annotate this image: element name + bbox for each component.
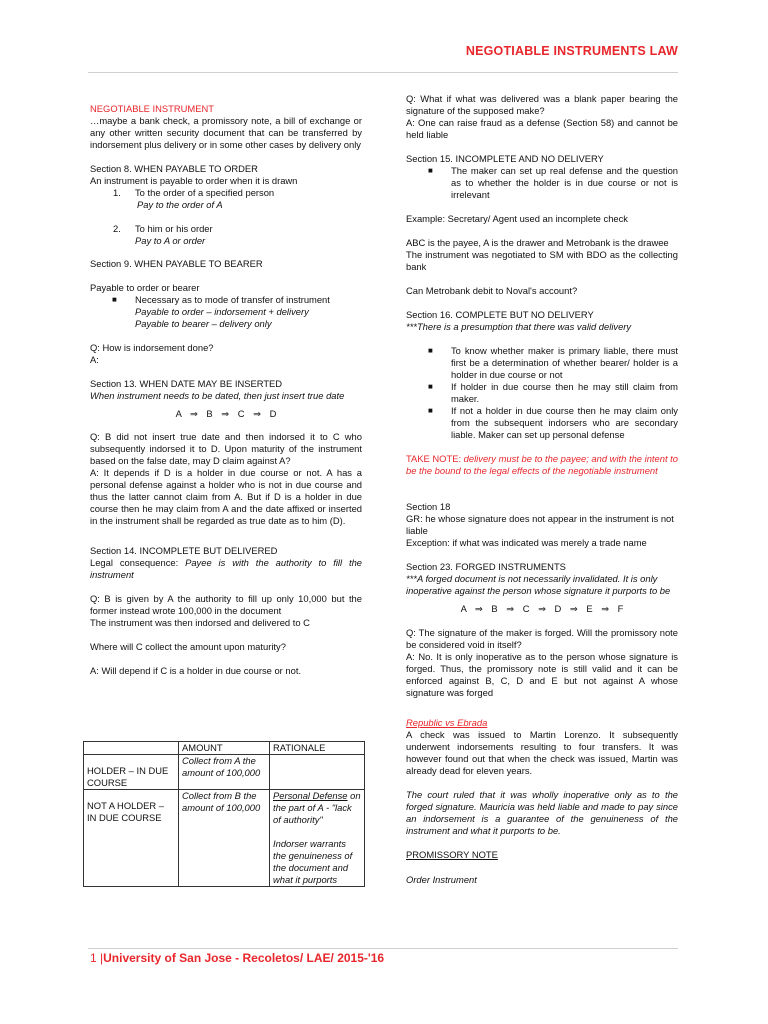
section-16-title: Section 16. COMPLETE BUT NO DELIVERY: [406, 309, 594, 320]
section-18-exception: Exception: if what was indicated was merely a trade name: [406, 537, 647, 548]
section-14-question-2: The instrument was then indorsed and delivered to C: [90, 617, 310, 628]
section-8-text: An instrument is payable to order when it is drawn: [90, 175, 298, 186]
rationale-text: on the part of A - "lack of authority": [273, 790, 361, 825]
take-note-label: TAKE NOTE:: [406, 453, 464, 464]
section-23-text: ***A forged document is not necessarily invalidated. It is only inoperative against the person whose signature it purports to be: [406, 573, 671, 596]
holder-table: [83, 741, 365, 887]
question-blank-paper: Q: What if what was delivered was a blank paper bearing the signature of the supposed make?: [406, 93, 678, 116]
answer-blank-paper: A: One can raise fraud as a defense (Section 58) and cannot be held liable: [406, 117, 678, 140]
section-15-title: Section 15. INCOMPLETE AND NO DELIVERY: [406, 153, 604, 164]
section-13-question: Q: B did not insert true date and then indorsed it to C who subsequently indorsed it to D. Upon maturity of the instrument based on the false date, may D claim against A?: [90, 431, 362, 466]
item-number: 2.: [113, 223, 121, 234]
legal-text: Payee is with the authority to fill the instrument: [90, 557, 363, 580]
bullet-text: If not a holder in due course then he may claim only from the subsequent indorsers who are secondary liable. Maker can set up personal defense: [451, 405, 678, 440]
section-15-bullet: [406, 165, 678, 201]
section-16-bullet-3: [406, 405, 678, 441]
section-23-answer: A: No. It is only inoperative as to the person whose signature is forged. Thus, the promissory note is still valid and it can be enforced against B, C, D and E but not against A whose signature was forged: [406, 651, 678, 698]
section-14-question-3: Where will C collect the amount upon maturity?: [90, 641, 286, 652]
section-9-sub-2: Payable to bearer – delivery only: [135, 318, 272, 329]
section-9-sub-1: Payable to order – indorsement + delivery: [135, 306, 309, 317]
order-instrument: Order Instrument: [406, 874, 477, 885]
table-row: [84, 790, 365, 887]
promissory-note-title: PROMISSORY NOTE: [406, 849, 498, 860]
case-ruling: The court ruled that it was wholly inoperative only as to the forged signature. Mauricia was held liable and made to pay since an indorsement is a guarantee of the genuineness of the instrument and what it purports to be.: [406, 789, 678, 836]
header-divider: [88, 72, 678, 73]
page-number: 1 |: [90, 951, 104, 965]
right-column: [406, 93, 678, 886]
section-14-question: Q: B is given by A the authority to fill up only 10,000 but the former instead wrote 100,000 in the document: [90, 593, 362, 616]
table-header-cell: RATIONALE: [270, 742, 365, 755]
section-13-text: When instrument needs to be dated, then just insert true date: [90, 390, 345, 401]
row-amount: Collect from A the amount of 100,000: [179, 755, 270, 790]
bullet-icon: ■: [428, 166, 433, 175]
abc-text: ABC is the payee, A is the drawer and Metrobank is the drawee: [406, 237, 669, 248]
bullet-icon: ■: [428, 382, 433, 391]
case-title: Republic vs Ebrada: [406, 717, 488, 728]
footer-divider: [88, 948, 678, 949]
question-indorsement: Q: How is indorsement done?: [90, 342, 214, 353]
section-9-title: Section 9. WHEN PAYABLE TO BEARER: [90, 258, 263, 269]
section-8-item-1: [90, 187, 362, 199]
section-14-title: Section 14. INCOMPLETE BUT DELIVERED: [90, 545, 278, 556]
section-23-chain: A ⇒ B ⇒ C ⇒ D ⇒ E ⇒ F: [460, 603, 624, 614]
item-text: To the order of a specified person: [135, 187, 275, 198]
section-18-gr: GR: he whose signature does not appear in the instrument is not liable: [406, 513, 674, 536]
document-header-title: NEGOTIABLE INSTRUMENTS LAW: [465, 44, 678, 58]
table-row: [84, 755, 365, 790]
section-8-item-2-example: Pay to A or order: [135, 235, 206, 246]
row-label: HOLDER – IN DUE COURSE: [84, 755, 179, 790]
bullet-icon: ■: [428, 406, 433, 415]
table-header-cell: [84, 742, 179, 755]
section-18-title: Section 18: [406, 501, 451, 512]
bullet-text: To know whether maker is primary liable, there must first be a determination of whether bearer/ holder is a holder in due course or not: [451, 345, 678, 380]
table-header-row: [84, 742, 365, 755]
section-16-presumption: ***There is a presumption that there was valid delivery: [406, 321, 632, 332]
bullet-icon: ■: [428, 346, 433, 355]
bullet-text: If holder in due course then he may still claim from maker.: [451, 381, 678, 404]
can-debit-question: Can Metrobank debit to Noval's account?: [406, 285, 578, 296]
section-13-chain: A ⇒ B ⇒ C ⇒ D: [175, 408, 277, 419]
left-column: [90, 103, 362, 677]
legal-label: Legal consequence:: [90, 557, 186, 568]
row-rationale: [270, 755, 365, 790]
section-8-item-1-example: Pay to the order of A: [137, 199, 223, 210]
answer-indorsement: A:: [90, 354, 99, 365]
footer-text: University of San Jose - Recoletos/ LAE/ 2015-'16: [103, 951, 385, 965]
negotiated-text: The instrument was negotiated to SM with BDO as the collecting bank: [406, 249, 678, 272]
section-8-item-2: [90, 223, 362, 235]
case-text: A check was issued to Martin Lorenzo. It subsequently underwent indorsements resulting to four transfers. It was however found out that when the check was issued, Martin was already dead for eleven years.: [406, 729, 678, 776]
section-23-title: Section 23. FORGED INSTRUMENTS: [406, 561, 566, 572]
section-16-bullet-1: [406, 345, 678, 381]
section-9-bullet: [90, 294, 362, 306]
example-text: Example: Secretary/ Agent used an incomplete check: [406, 213, 628, 224]
section-9-text: Payable to order or bearer: [90, 282, 200, 293]
bullet-text: Necessary as to mode of transfer of instrument: [135, 294, 330, 305]
section-16-bullet-2: [406, 381, 678, 405]
section-14-answer: A: Will depend if C is a holder in due course or not.: [90, 665, 302, 676]
row-rationale: [270, 790, 365, 887]
page-footer: [90, 951, 384, 965]
intro-title: NEGOTIABLE INSTRUMENT: [90, 103, 214, 114]
item-text: To him or his order: [135, 223, 213, 234]
bullet-text: The maker can set up real defense and the question as to whether the holder is in due course or not is irrelevant: [451, 165, 678, 200]
section-13-answer: A: It depends if D is a holder in due course or not. A has a personal defense against a holder who is not in due course and thus the latter cannot claim from A. But if D is a holder in due course then he may claim from A and the date affixed or inserted in the instrument shall be regarded as true date as to him (D).: [90, 467, 362, 526]
item-number: 1.: [113, 187, 121, 198]
section-13-title: Section 13. WHEN DATE MAY BE INSERTED: [90, 378, 283, 389]
row-label: NOT A HOLDER – IN DUE COURSE: [84, 790, 179, 887]
rationale-term: Personal Defense: [273, 790, 348, 801]
section-8-title: Section 8. WHEN PAYABLE TO ORDER: [90, 163, 258, 174]
rationale-text-2: Indorser warrants the genuineness of the document and what it purports: [273, 838, 353, 885]
row-amount: Collect from B the amount of 100,000: [179, 790, 270, 887]
take-note-text: delivery must be to the payee; and with the intent to be the bound to the legal effects of the negotiable instrument: [406, 453, 678, 476]
table-header-cell: AMOUNT: [179, 742, 270, 755]
take-note: [406, 453, 678, 477]
section-23-question: Q: The signature of the maker is forged. Will the promissory note be considered void in itself?: [406, 627, 678, 650]
intro-text: …maybe a bank check, a promissory note, a bill of exchange or any other written security document that can be transferred by indorsement plus delivery or in some other cases by delivery only: [90, 115, 362, 150]
section-14-legal: [90, 557, 362, 581]
bullet-icon: ■: [112, 295, 117, 304]
